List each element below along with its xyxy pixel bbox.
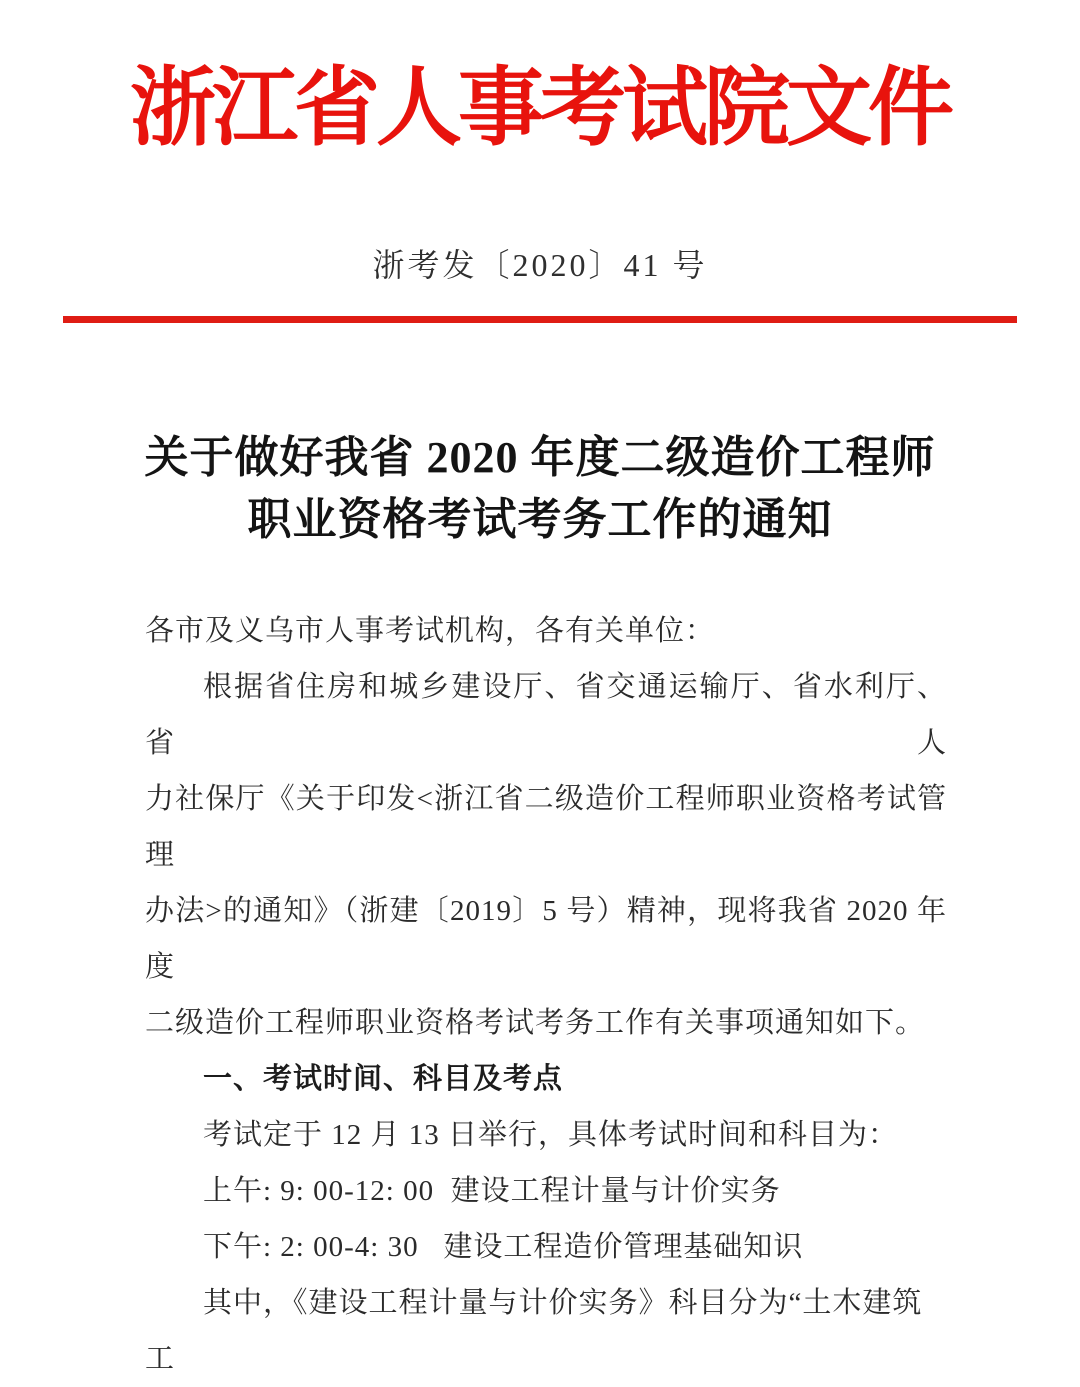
section-heading-exam-time: 一、考试时间、科目及考点 [203, 1063, 564, 1095]
document-number: 浙考发〔2020〕41 号 [372, 247, 708, 283]
body-line: 根据省住房和城乡建设厅、省交通运输厅、省水利厅、省人 [145, 671, 947, 759]
notice-body [145, 603, 947, 1387]
notice-title [0, 427, 1080, 551]
body-line-afternoon-session: 下午: 2: 00-4: 30 建设工程造价管理基础知识 [203, 1231, 804, 1263]
body-line: 其中，《建设工程计量与计价实务》科目分为“土木建筑工 [145, 1287, 923, 1375]
document-page [0, 58, 1080, 1375]
red-divider-rule [63, 316, 1017, 323]
notice-title-line1: 关于做好我省 2020 年度二级造价工程师 [144, 433, 936, 482]
body-line: 力社保厅《关于印发<浙江省二级造价工程师职业资格考试管理 [145, 783, 947, 871]
notice-title-line2: 职业资格考试考务工作的通知 [247, 495, 833, 544]
body-line-morning-session: 上午: 9: 00-12: 00 建设工程计量与计价实务 [203, 1175, 781, 1207]
body-line-salutation: 各市及义乌市人事考试机构，各有关单位： [145, 615, 716, 647]
body-line: 办法>的通知》（浙建〔2019〕5 号）精神，现将我省 2020 年度 [145, 895, 947, 983]
body-line: 二级造价工程师职业资格考试考务工作有关事项通知如下。 [145, 1007, 926, 1039]
agency-masthead-title: 浙江省人事考试院文件 [130, 60, 950, 156]
body-line-exam-date: 考试定于 12 月 13 日举行，具体考试时间和科目为： [203, 1119, 899, 1151]
